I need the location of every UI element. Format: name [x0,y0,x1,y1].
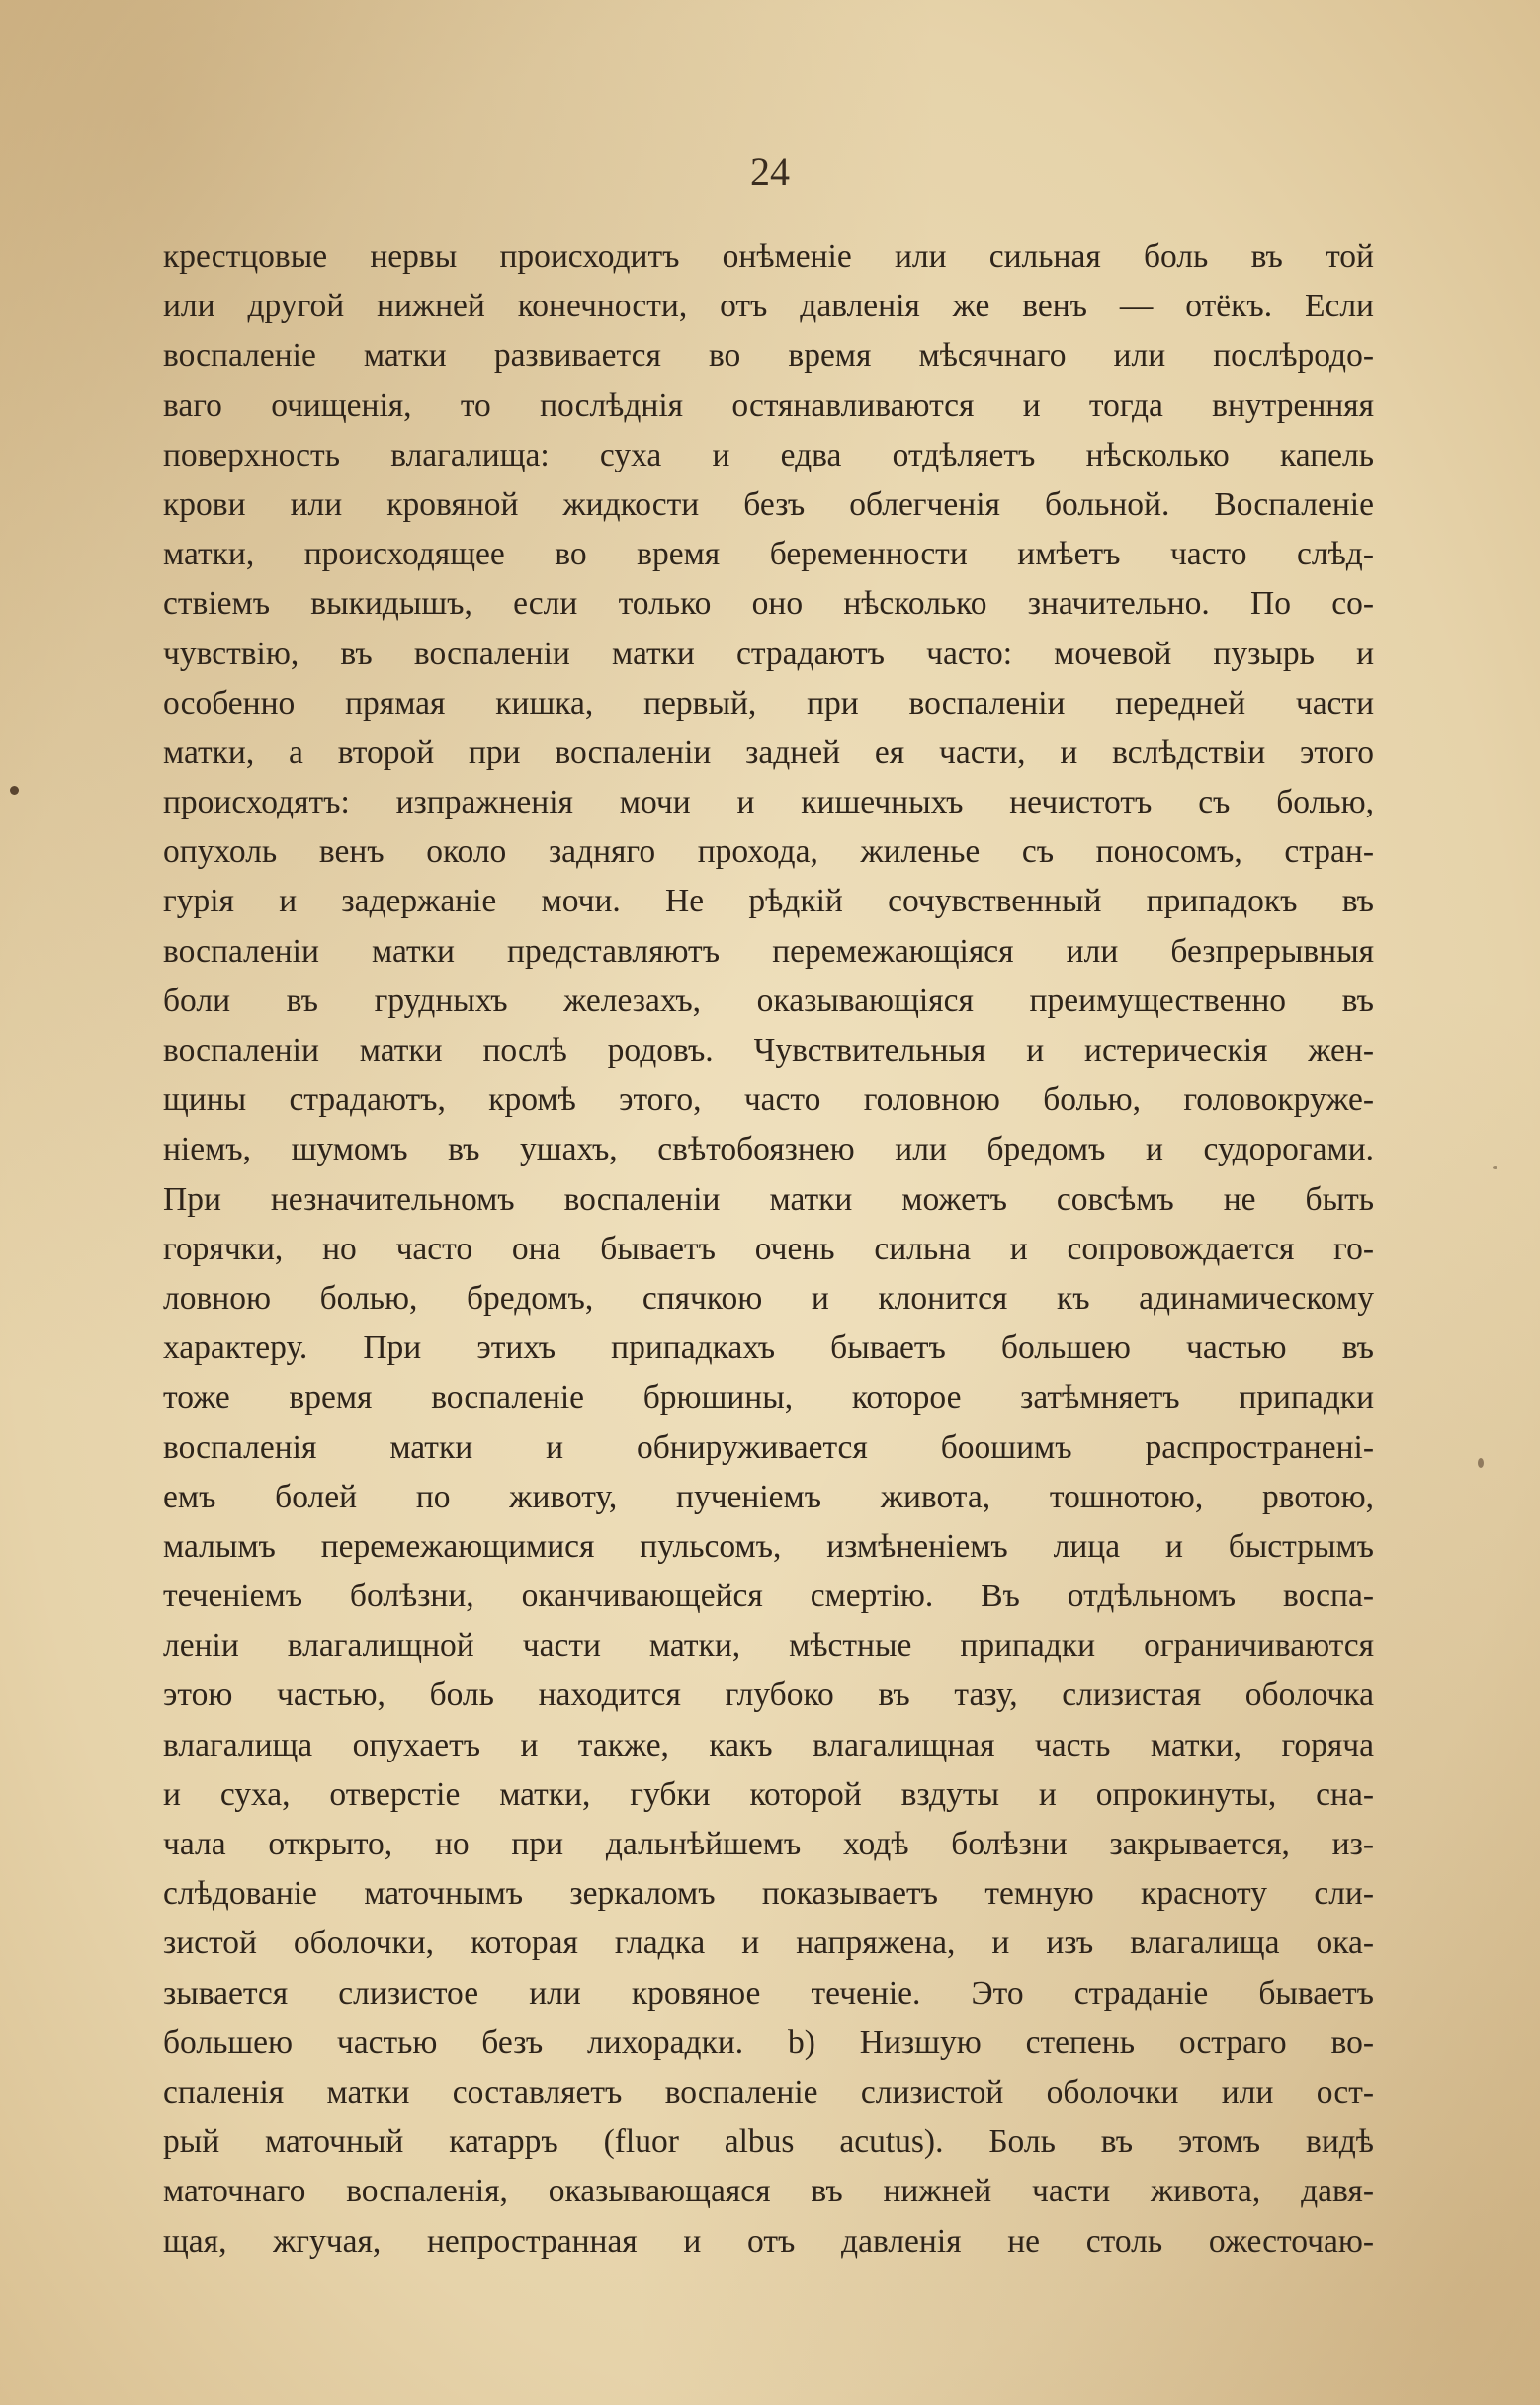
text-line: зистой оболочки, которая гладка и напряжена, и изъ влагалища ока- [163,1925,1374,1962]
text-line: тоже время воспаленіе брюшины, которое затѣмняетъ припадки [163,1379,1374,1417]
text-line: и суха, отверстіе матки, губки которой вздуты и опрокинуты, сна- [163,1775,1374,1813]
text-line: щины страдаютъ, кромѣ этого, часто головною болью, головокруже- [163,1081,1374,1119]
text-line: щая, жгучая, непространная и отъ давленія не столь ожесточаю- [163,2222,1374,2260]
text-line: большею частью безъ лихорадки. b) Низшую степень остраго во- [163,2023,1374,2061]
text-line: ніемъ, шумомъ въ ушахъ, свѣтобоязнею или бредомъ и судорогами. [163,1131,1374,1168]
text-line: малымъ перемежающимися пульсомъ, измѣненіемъ лица и быстрымъ [163,1527,1374,1565]
text-line: матки, происходящее во время беременности имѣетъ часто слѣд- [163,536,1374,573]
text-line: ваго очищенія, то послѣднія остянавливаются и тогда внутренняя [163,387,1374,424]
text-line: характеру. При этихъ припадкахъ бываетъ большею частью въ [163,1330,1374,1367]
text-line: происходятъ: изпражненія мочи и кишечныхъ нечистотъ съ болью, [163,784,1374,821]
text-line: опухоль венъ около задняго прохода, жиленье съ поносомъ, стран- [163,833,1374,871]
text-line: спаленія матки составляетъ воспаленіе слизистой оболочки или ост- [163,2073,1374,2110]
text-line: крови или кровяной жидкости безъ облегченія больной. Воспаленіе [163,485,1374,523]
text-line: чала открыто, но при дальнѣйшемъ ходѣ болѣзни закрывается, из- [163,1826,1374,1862]
text-line: или другой нижней конечности, отъ давленія же венъ — отёкъ. Если [163,288,1374,325]
text-line: леніи влагалищной части матки, мѣстные припадки ограничиваются [163,1627,1374,1665]
text-line: теченіемъ болѣзни, оканчивающейся смертію. Въ отдѣльномъ воспа- [163,1578,1374,1615]
text-line: особенно прямая кишка, первый, при воспаленіи передней части [163,684,1374,722]
text-line: гурія и задержаніе мочи. Не рѣдкій сочувственный припадокъ въ [163,883,1374,920]
ink-speck [1493,1166,1497,1169]
ink-speck [10,786,19,795]
text-line: воспаленія матки и обнируживается боошимъ распространені- [163,1428,1374,1466]
text-line: ловною болью, бредомъ, спячкою и клонится къ адинамическому [163,1279,1374,1317]
text-line: боли въ грудныхъ железахъ, оказывающіяся преимущественно въ [163,982,1374,1019]
page-number: 24 [750,149,790,194]
text-line: горячки, но часто она бываетъ очень сильна и сопровождается го- [163,1230,1374,1267]
body-text [163,232,1374,2267]
text-line: емъ болей по животу, пученіемъ живота, тошнотою, рвотою, [163,1478,1374,1515]
text-line: поверхность влагалища: суха и едва отдѣляетъ нѣсколько капель [163,436,1374,473]
text-line: рый маточный катарръ (fluor albus acutus). Боль въ этомъ видѣ [163,2123,1374,2161]
text-line: зывается слизистое или кровяное теченіе. Это страданіе бываетъ [163,1974,1374,2012]
text-line: воспаленіе матки развивается во время мѣсячнаго или послѣродо- [163,337,1374,375]
text-line: воспаленіи матки представляютъ перемежающіяся или безпрерывныя [163,932,1374,970]
text-line: чувствію, въ воспаленіи матки страдаютъ часто: мочевой пузырь и [163,635,1374,672]
text-line: маточнаго воспаленія, оказывающаяся въ нижней части живота, давя- [163,2173,1374,2210]
text-line: этою частью, боль находится глубоко въ тазу, слизистая оболочка [163,1676,1374,1714]
ink-speck [1478,1458,1484,1468]
text-line: воспаленіи матки послѣ родовъ. Чувствительныя и истерическія жен- [163,1032,1374,1069]
text-line: При незначительномъ воспаленіи матки можетъ совсѣмъ не быть [163,1180,1374,1218]
text-line: крестцовые нервы происходитъ онѣменіе или сильная боль въ той [163,238,1374,275]
text-line: слѣдованіе маточнымъ зеркаломъ показываетъ темную красноту сли- [163,1875,1374,1913]
text-line: влагалища опухаетъ и также, какъ влагалищная часть матки, горяча [163,1726,1374,1763]
text-line: ствіемъ выкидышъ, если только оно нѣсколько значительно. По со- [163,585,1374,623]
text-line: матки, а второй при воспаленіи задней ея части, и вслѣдствіи этого [163,733,1374,771]
